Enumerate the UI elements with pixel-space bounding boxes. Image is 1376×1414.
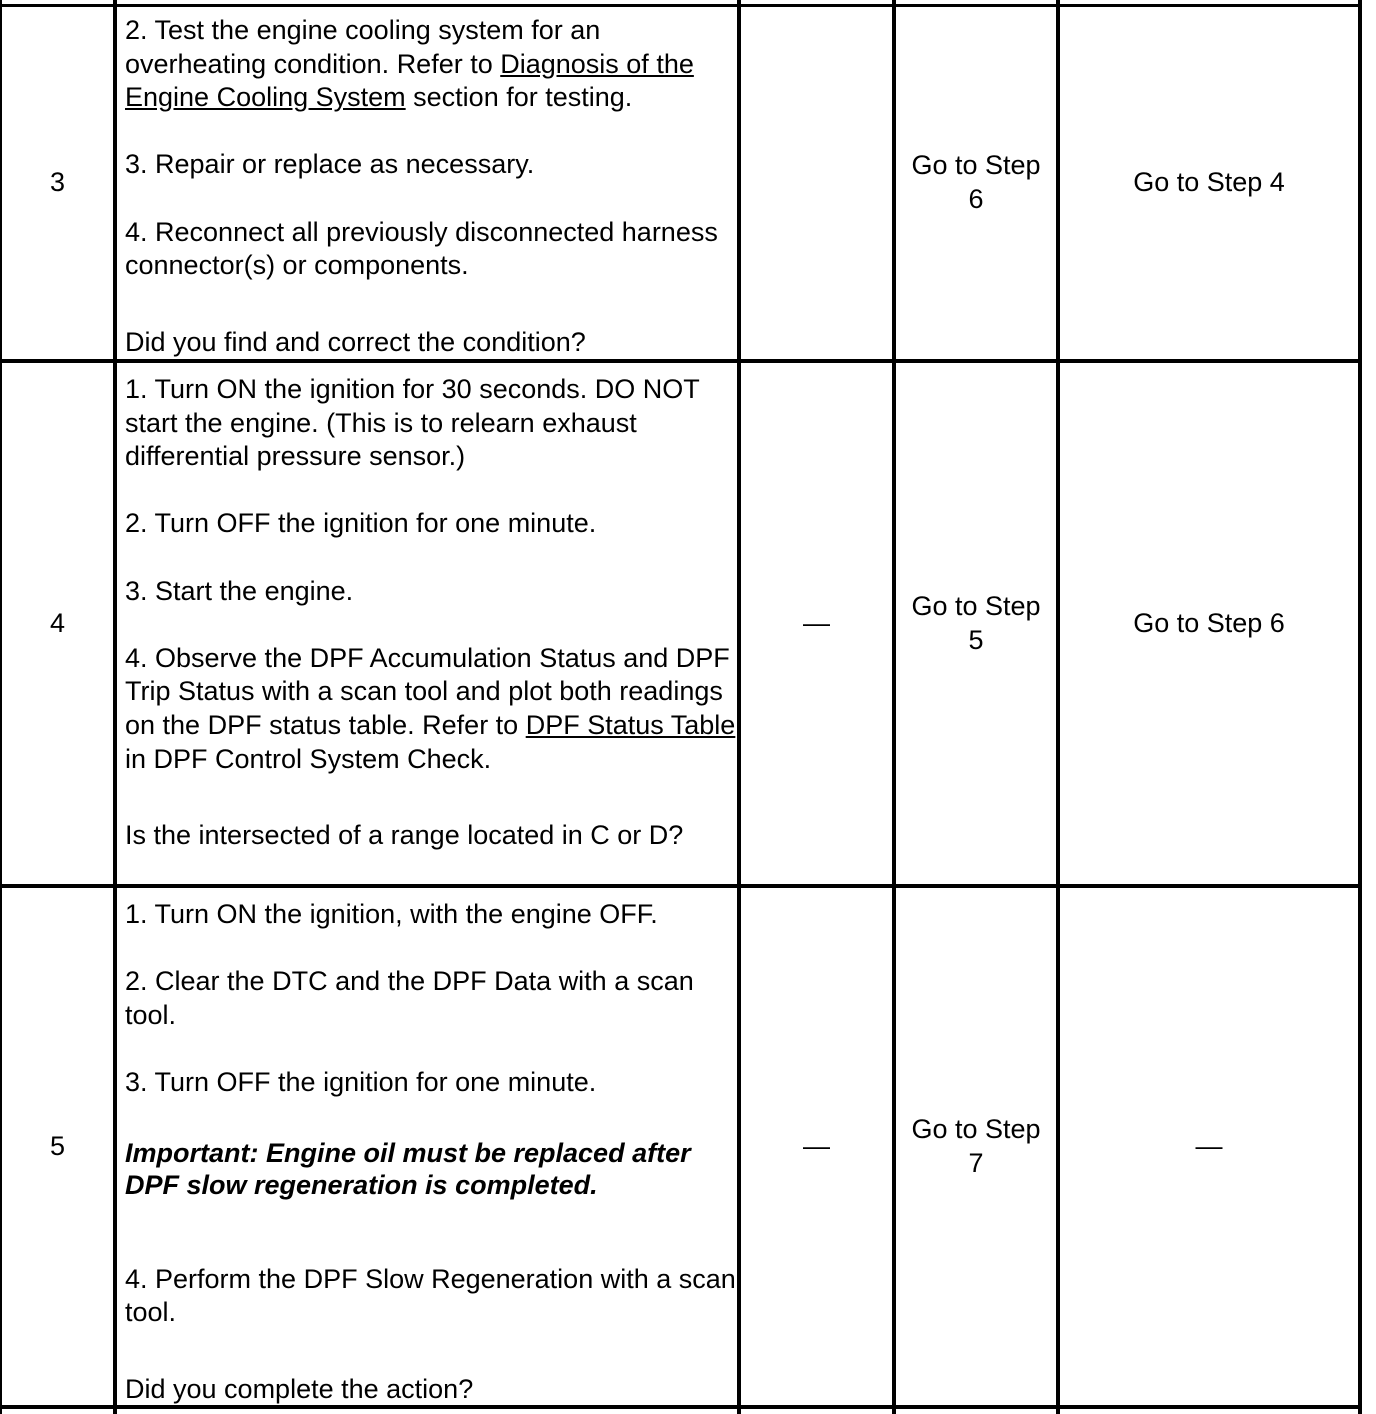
no-action-cell [1060,363,1358,884]
instruction-step: 4. Reconnect all previously disconnected harness connector(s) or components. [125,216,718,281]
important-note: Important: Engine oil must be replaced after DPF slow regeneration is completed. [125,1137,691,1200]
no-action: Go to Step 6 [1133,607,1285,638]
step-number-cell [2,363,113,884]
no-action: — [1195,1130,1223,1161]
yes-action-cell [896,363,1056,884]
step-question: Did you find and correct the condition? [125,326,586,357]
step-number-cell [2,888,113,1405]
value-cell [741,888,892,1405]
instruction-step: 2. Turn OFF the ignition for one minute. [125,508,597,539]
yes-action: Go to Step 7 [911,1113,1041,1178]
instructions-cell [117,888,737,1405]
dpf-status-table-link[interactable]: DPF Status Table [525,709,736,740]
no-action: Go to Step 4 [1133,167,1285,198]
value-text: — [803,607,830,638]
instruction-step: 3. Repair or replace as necessary. [125,149,535,180]
cooling-system-diagnosis-link[interactable]: Diagnosis of the Engine Cooling System [125,48,694,113]
no-action-cell [1060,7,1358,359]
instruction-step: 1. Turn ON the ignition for 30 seconds. DO NOT start the engine. (This is to relearn exhaust differential pressure sensor.) [125,374,700,472]
yes-action: Go to Step 6 [911,150,1041,214]
yes-action-cell [896,888,1056,1405]
value-cell [741,363,892,884]
value-text: — [803,1130,830,1161]
instructions-cell [117,363,737,884]
instruction-step: 2. Clear the DTC and the DPF Data with a scan tool. [125,966,694,1030]
step-number: 4 [49,607,66,638]
yes-action: Go to Step 5 [911,590,1041,655]
instruction-step: 4. Observe the DPF Accumulation Status and DPF Trip Status with a scan tool and plot both readings on the DPF status table. Refer to DPF Status Table in DPF Control System Check. [125,642,736,774]
step-number: 5 [49,1130,66,1161]
instruction-step: 1. Turn ON the ignition, with the engine OFF. [125,899,658,929]
step-number: 3 [49,167,66,198]
step-question: Did you complete the action? [125,1373,474,1404]
instruction-step: 3. Turn OFF the ignition for one minute. [125,1066,597,1097]
instruction-step: 4. Perform the DPF Slow Regeneration with a scan tool. [125,1263,736,1328]
no-action-cell [1060,888,1358,1405]
instruction-step: 3. Start the engine. [125,575,354,606]
table-border-right [1358,0,1362,1414]
instruction-step: 2. Test the engine cooling system for an overheating condition. Refer to Diagnosis of the Engine Cooling System section for testing. [125,15,694,113]
yes-action-cell [896,7,1056,359]
instructions-cell [117,7,737,359]
step-question: Is the intersected of a range located in C or D? [125,820,684,851]
step-number-cell [2,7,113,359]
value-cell [741,7,892,359]
